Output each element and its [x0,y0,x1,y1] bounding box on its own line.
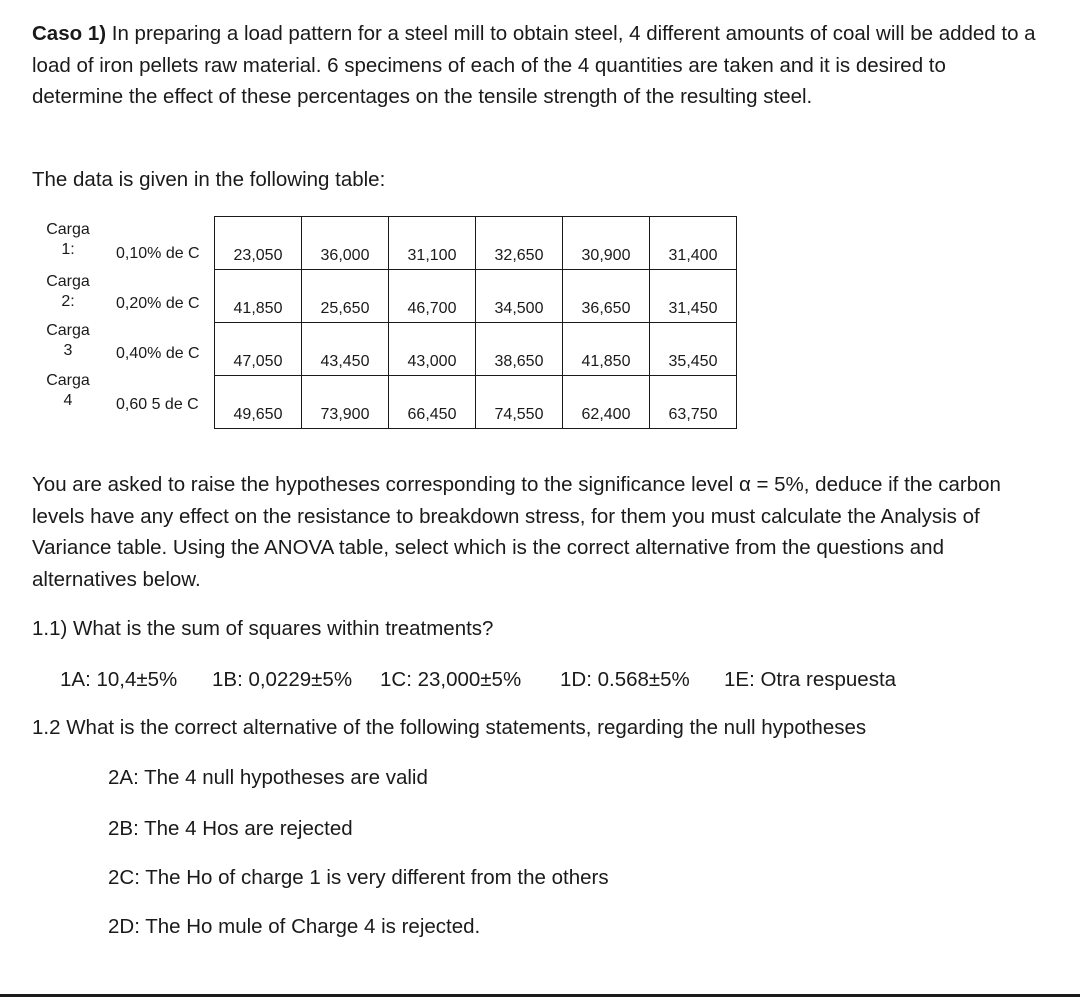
question-2: 1.2 What is the correct alternative of the following statements, regarding the null hypotheses [32,716,867,739]
table-cell: 35,450 [650,323,737,376]
table-cell: 31,400 [650,217,737,270]
table-cell: 43,450 [302,323,389,376]
table-cell: 63,750 [650,376,737,429]
table-cell: 46,700 [389,270,476,323]
data-table [214,216,737,429]
table-cell: 38,650 [476,323,563,376]
row-pct-1: 0,10% de C [116,245,200,262]
table-cell: 31,100 [389,217,476,270]
option-2d: 2D: The Ho mule of Charge 4 is rejected. [108,915,481,938]
table-cell: 41,850 [215,270,302,323]
table-cell: 66,450 [389,376,476,429]
option-1c: 1C: 23,000±5% [380,668,522,691]
table-row [215,217,737,270]
table-cell: 23,050 [215,217,302,270]
table-cell: 31,450 [650,270,737,323]
table-cell: 41,850 [563,323,650,376]
row-pct-3: 0,40% de C [116,345,200,362]
table-intro: The data is given in the following table: [32,168,386,191]
row-pct-4: 0,60 5 de C [116,396,199,413]
table-cell: 32,650 [476,217,563,270]
table-cell: 43,000 [389,323,476,376]
row-label-4: Carga 4 [46,372,90,409]
table-cell: 36,650 [563,270,650,323]
table-cell: 74,550 [476,376,563,429]
row-pct-2: 0,20% de C [116,295,200,312]
table-row [215,376,737,429]
table-row [215,323,737,376]
table-cell: 34,500 [476,270,563,323]
table-cell: 25,650 [302,270,389,323]
intro-text: In preparing a load pattern for a steel mill to obtain steel, 4 different amounts of coal will be added to a load of iron pellets raw material. 6 specimens of each of the 4 quantities are taken and it is desired to determine the effect of these percentages on the tensile strength of the resulting steel. [32,22,1036,108]
option-1b: 1B: 0,0229±5% [212,668,353,691]
table-cell: 73,900 [302,376,389,429]
instructions-paragraph: You are asked to raise the hypotheses corresponding to the significance level α = 5%, deduce if the carbon levels have any effect on the resistance to breakdown stress, for them you must calculate the Analysis of Variance table. Using the ANOVA table, select which is the correct alternative from the questions and alternatives below. [32,473,1001,591]
table-row [215,270,737,323]
table-cell: 36,000 [302,217,389,270]
bottom-divider [0,994,1080,997]
option-1a: 1A: 10,4±5% [60,668,178,691]
question-1: 1.1) What is the sum of squares within treatments? [32,617,494,640]
table-cell: 49,650 [215,376,302,429]
option-1e: 1E: Otra respuesta [724,668,897,691]
row-label-1: Carga 1: [46,221,90,258]
option-2b: 2B: The 4 Hos are rejected [108,817,353,840]
row-label-3: Carga 3 [46,322,90,359]
table-cell: 30,900 [563,217,650,270]
intro-paragraph [32,18,1042,113]
option-2a: 2A: The 4 null hypotheses are valid [108,766,428,789]
table-cell: 62,400 [563,376,650,429]
option-1d: 1D: 0.568±5% [560,668,690,691]
option-2c: 2C: The Ho of charge 1 is very different from the others [108,866,609,889]
case-label: Caso 1) [32,22,107,45]
table-cell: 47,050 [215,323,302,376]
row-label-2: Carga 2: [46,273,90,310]
